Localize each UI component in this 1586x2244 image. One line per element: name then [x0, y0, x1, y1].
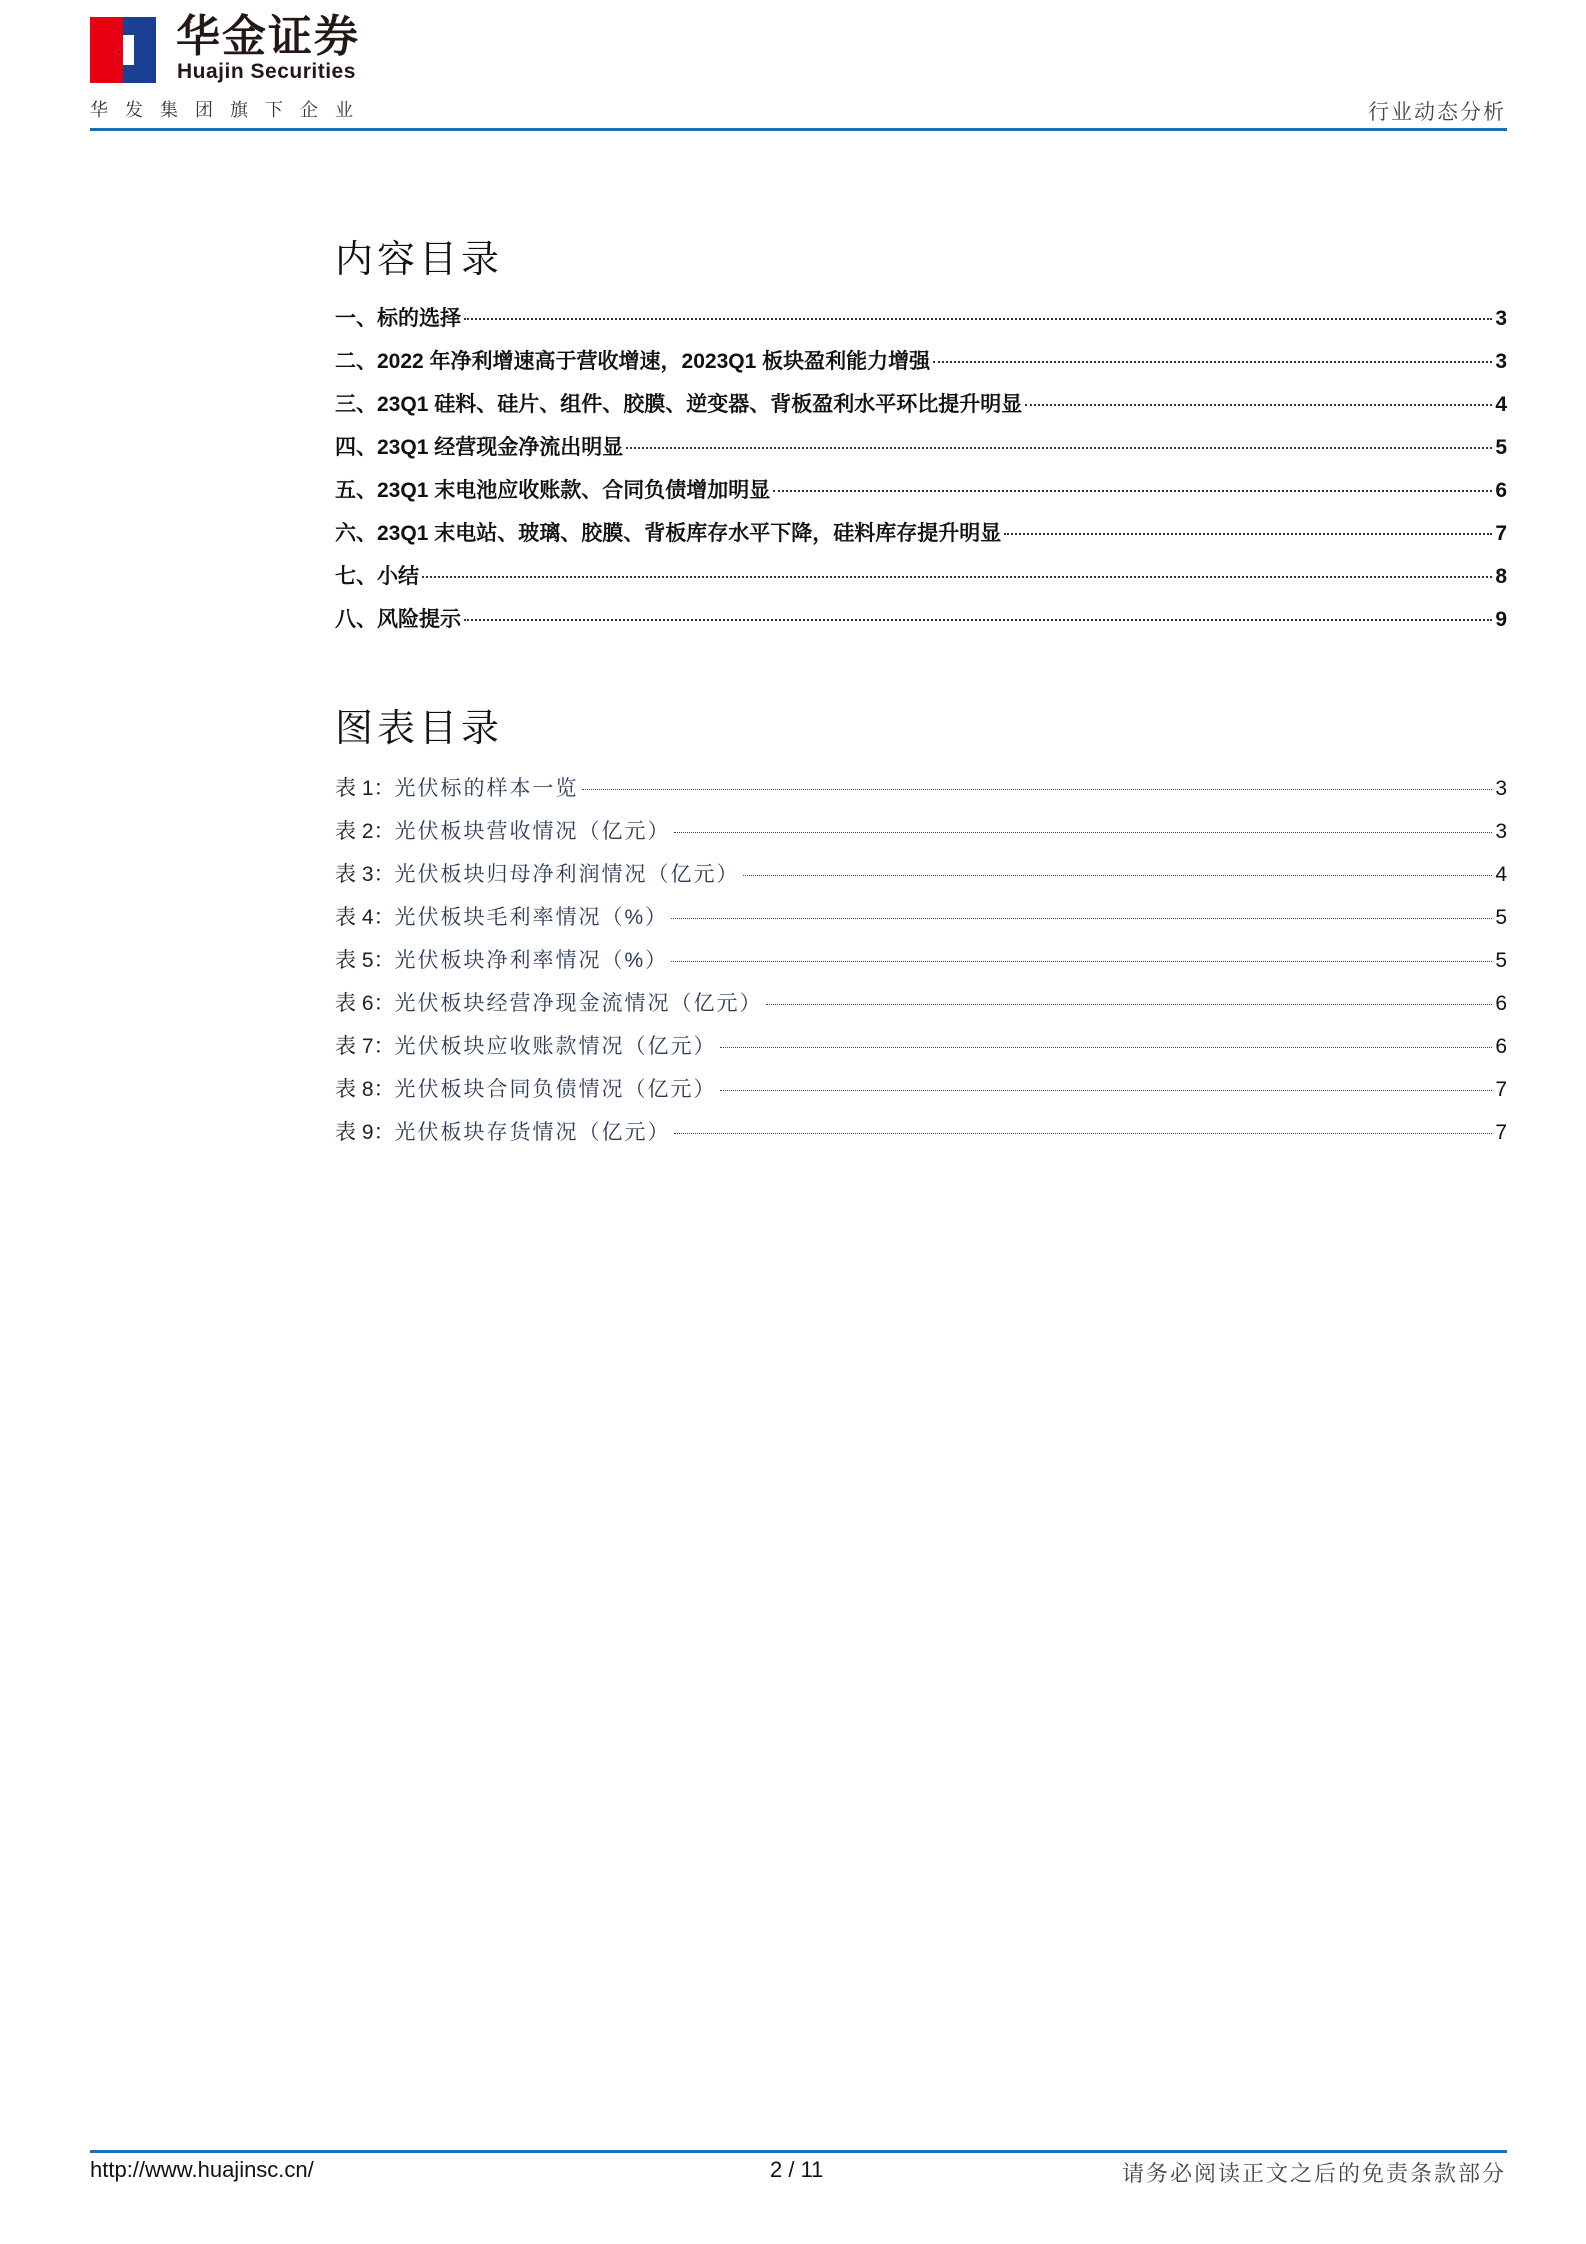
dot-leader [464, 318, 1492, 320]
toc-entry-label [335, 302, 461, 332]
toc-entry[interactable] [335, 517, 1507, 560]
toc-entry-label [335, 987, 763, 1017]
dot-leader [582, 789, 1493, 790]
toc-entry-label [335, 944, 668, 974]
logo-subtitle: 华发集团旗下企业 [90, 100, 370, 120]
figure-number: 表 3： [335, 863, 395, 886]
toc-entry[interactable] [335, 987, 1507, 1030]
figure-title: 光伏板块归母净利润情况（亿元） [394, 863, 740, 886]
toc-entry[interactable] [335, 474, 1507, 517]
dot-leader [674, 832, 1493, 833]
toc-entry-label [335, 901, 668, 931]
toc-entry[interactable] [335, 560, 1507, 603]
toc-entry[interactable] [335, 1030, 1507, 1073]
toc-entry-page: 6 [1495, 479, 1507, 502]
figure-page: 7 [1495, 1078, 1507, 1101]
footer-divider [90, 2150, 1507, 2153]
document-type: 行业动态分析 [1368, 101, 1506, 124]
figure-page: 4 [1495, 863, 1507, 886]
toc-entry-text: 八、风险提示 [335, 608, 461, 631]
dot-leader [933, 361, 1492, 363]
header-divider [90, 128, 1507, 131]
toc-entry[interactable] [335, 944, 1507, 987]
toc-entry-label [335, 1030, 717, 1060]
dot-leader [674, 1133, 1493, 1134]
toc-entry-text: 一、标的选择 [335, 307, 461, 330]
toc-entry-page: 7 [1495, 522, 1507, 545]
toc-entry-text: 二、2022 年净利增速高于营收增速，2023Q1 板块盈利能力增强 [335, 350, 931, 373]
dot-leader [1025, 404, 1492, 406]
toc-entry-page: 5 [1495, 436, 1507, 459]
figure-page: 3 [1495, 777, 1507, 800]
toc-entry-page: 8 [1495, 565, 1507, 588]
footer-disclaimer: 请务必阅读正文之后的免责条款部分 [1121, 2161, 1506, 2186]
huajin-logo-mark-icon [90, 17, 156, 83]
figure-title: 光伏板块存货情况（亿元） [394, 1121, 671, 1144]
toc-entry[interactable] [335, 388, 1507, 431]
figures-title: 图表目录 [335, 706, 504, 750]
dot-leader [720, 1047, 1493, 1048]
figure-page: 6 [1495, 1035, 1507, 1058]
logo-english-name: Huajin Securities [177, 60, 356, 83]
toc-entry-label [335, 1073, 717, 1103]
figure-title: 光伏板块净利率情况（%） [394, 949, 669, 972]
figure-number: 表 8： [335, 1078, 395, 1101]
toc-entry-label [335, 345, 930, 375]
figure-number: 表 4： [335, 906, 395, 929]
toc-entry-text: 五、23Q1 末电池应收账款、合同负债增加明显 [335, 479, 771, 502]
toc-entry-page: 4 [1495, 393, 1507, 416]
dot-leader [671, 918, 1492, 919]
toc-entry-label [335, 772, 579, 802]
toc-entry[interactable] [335, 858, 1507, 901]
figure-number: 表 6： [335, 992, 395, 1015]
contents-list [335, 302, 1507, 646]
figure-page: 5 [1495, 949, 1507, 972]
figure-title: 光伏板块合同负债情况（亿元） [394, 1078, 717, 1101]
figure-page: 3 [1495, 820, 1507, 843]
logo-chinese-name: 华金证券 [176, 11, 360, 62]
toc-entry-label [335, 560, 419, 590]
toc-entry-text: 四、23Q1 经营现金净流出明显 [335, 436, 624, 459]
figure-title: 光伏板块应收账款情况（亿元） [394, 1035, 717, 1058]
toc-entry-page: 9 [1495, 608, 1507, 631]
figure-number: 表 5： [335, 949, 395, 972]
figure-page: 6 [1495, 992, 1507, 1015]
figure-number: 表 7： [335, 1035, 395, 1058]
toc-entry[interactable] [335, 302, 1507, 345]
toc-entry-label [335, 815, 671, 845]
dot-leader [766, 1004, 1493, 1005]
toc-entry-label [335, 858, 740, 888]
toc-entry-text: 七、小结 [335, 565, 419, 588]
figure-number: 表 2： [335, 820, 395, 843]
figure-title: 光伏标的样本一览 [394, 777, 579, 800]
toc-entry-label [335, 603, 461, 633]
toc-entry[interactable] [335, 431, 1507, 474]
toc-entry-label [335, 431, 623, 461]
dot-leader [671, 961, 1492, 962]
page-number: 2 / 11 [770, 2157, 824, 2182]
figure-number: 表 1： [335, 777, 395, 800]
toc-entry-text: 三、23Q1 硅料、硅片、组件、胶膜、逆变器、背板盈利水平环比提升明显 [335, 393, 1023, 416]
footer-url-link[interactable]: http://www.huajinsc.cn/ [90, 2157, 314, 2182]
toc-entry-label [335, 474, 770, 504]
figure-title: 光伏板块营收情况（亿元） [394, 820, 671, 843]
figure-title: 光伏板块经营净现金流情况（亿元） [394, 992, 763, 1015]
toc-entry-page: 3 [1495, 307, 1507, 330]
toc-entry-label [335, 1116, 671, 1146]
toc-entry[interactable] [335, 345, 1507, 388]
toc-entry-label [335, 517, 1001, 547]
figure-number: 表 9： [335, 1121, 395, 1144]
figures-list [335, 772, 1507, 1159]
toc-entry[interactable] [335, 603, 1507, 646]
toc-entry[interactable] [335, 815, 1507, 858]
toc-entry-page: 3 [1495, 350, 1507, 373]
dot-leader [464, 619, 1492, 621]
contents-title: 内容目录 [335, 237, 504, 281]
toc-entry[interactable] [335, 772, 1507, 815]
toc-entry-text: 六、23Q1 末电站、玻璃、胶膜、背板库存水平下降，硅料库存提升明显 [335, 522, 1002, 545]
dot-leader [720, 1090, 1493, 1091]
dot-leader [773, 490, 1492, 492]
dot-leader [743, 875, 1493, 876]
figure-page: 7 [1495, 1121, 1507, 1144]
toc-entry-label [335, 388, 1022, 418]
dot-leader [1004, 533, 1492, 535]
toc-entry[interactable] [335, 1073, 1507, 1116]
figure-page: 5 [1495, 906, 1507, 929]
dot-leader [422, 576, 1492, 578]
toc-entry[interactable] [335, 901, 1507, 944]
figure-title: 光伏板块毛利率情况（%） [394, 906, 669, 929]
dot-leader [626, 447, 1492, 449]
toc-entry[interactable] [335, 1116, 1507, 1159]
